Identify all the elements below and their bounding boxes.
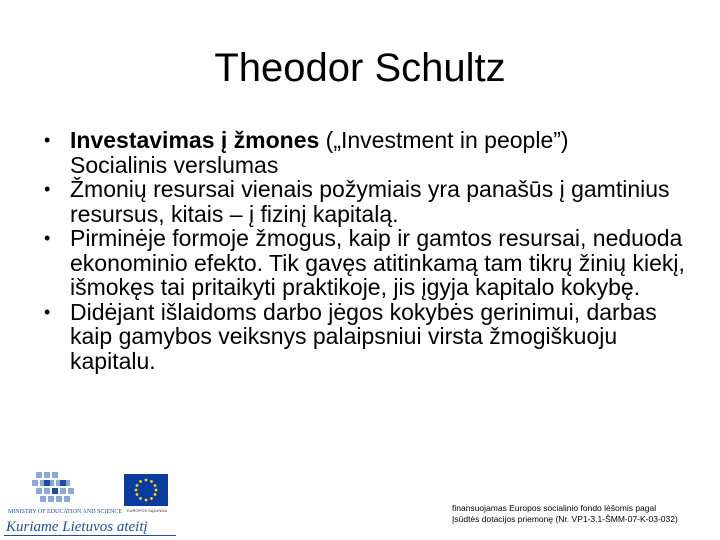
ministry-name: MINISTRY OF EDUCATION AND SCIENCE — [7, 509, 123, 515]
bullet-item — [44, 226, 694, 300]
ministry-logo-icon — [2, 470, 110, 512]
slogan: Kuriame Lietuvos ateitį — [6, 519, 148, 535]
bullet-item — [44, 128, 694, 177]
bullet-bold-text: Investavimas į žmones — [70, 127, 320, 153]
bullet-text: Pirminėje formoje žmogus, kaip ir gamtos resursai, neduoda ekonominio efekto. Tik gavęs atitinkamą tam tikrų žinių kiekį, išmokęs tai pritaikyti praktikoje, jis įgyja kapitalo kokybę. — [70, 225, 685, 300]
bullet-dot-icon: • — [44, 301, 51, 322]
bullet-list — [44, 128, 694, 373]
eu-flag-icon — [124, 474, 168, 506]
funding-note — [452, 503, 714, 525]
bullet-item — [44, 300, 694, 374]
bullet-rest-text: („Investment in people”) — [319, 127, 569, 153]
bullet-text: Didėjant išlaidoms darbo jėgos kokybės gerinimui, darbas kaip gamybos veiksnys palaipsniui virsta žmogiškuoju kapitalu. — [70, 298, 657, 374]
bullet-dot-icon: • — [44, 228, 51, 248]
bullet-dot-icon: • — [44, 130, 51, 150]
funding-line-2: Įsūdtės dotacijos priemonę (Nr. VP1-3.1-ŠMM-07-K-03-032) — [452, 514, 678, 524]
bullet-line — [70, 128, 694, 153]
slogan-underline — [4, 535, 176, 536]
funding-line-1: finansuojamas Europos socialinio fondo lėšomis pagal — [452, 503, 657, 513]
eu-caption: EUROPOS SĄJUNGA — [126, 508, 167, 513]
slide-title: Theodor Schultz — [214, 46, 506, 90]
bullet-dot-icon: • — [44, 179, 51, 199]
bullet-line-2: Socialinis verslumas — [70, 151, 279, 178]
bullet-text: Žmonių resursai vienais požymiais yra panašūs į gamtinius resursus, kitais – į fizinį kapitalą. — [70, 176, 670, 227]
bullet-item — [44, 177, 694, 226]
